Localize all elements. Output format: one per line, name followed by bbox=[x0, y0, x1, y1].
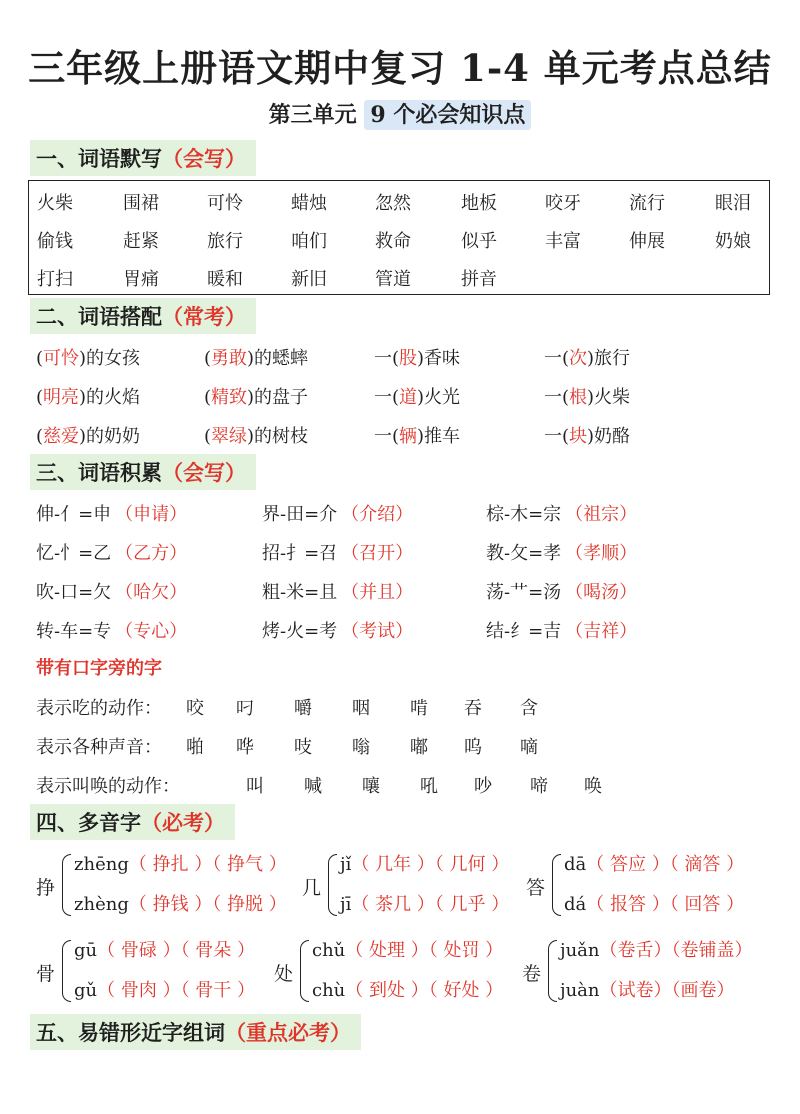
accumulation-formula: 吹-口=欠 bbox=[36, 582, 112, 603]
polyphone-words: （ 处理 ）（ 处罚 ） bbox=[345, 940, 504, 961]
section-heading-accumulation: 三、词语积累（会写） bbox=[30, 454, 256, 490]
pairing-prefix: 一( bbox=[374, 426, 400, 447]
pairing-prefix: 一( bbox=[544, 426, 570, 447]
dictation-word: 咬牙 bbox=[545, 193, 581, 214]
polyphone-block bbox=[274, 934, 534, 1010]
polyphone-pinyin: juǎn bbox=[560, 940, 600, 961]
pairing-prefix: 一( bbox=[544, 387, 570, 408]
polyphone-brace bbox=[62, 854, 71, 916]
section-heading-lookalike: 五、易错形近字组词（重点必考） bbox=[30, 1014, 361, 1050]
polyphone-words: （ 挣钱 ）（ 挣脱 ） bbox=[128, 894, 287, 915]
mouth-radical-char: 嘀 bbox=[520, 737, 538, 758]
polyphone-words: （试卷）（画卷） bbox=[599, 980, 735, 1001]
accumulation-word: （吉祥） bbox=[565, 621, 638, 642]
mouth-radical-char: 吞 bbox=[464, 698, 482, 719]
polyphone-line bbox=[340, 890, 509, 916]
pairing-prefix: ( bbox=[204, 387, 212, 408]
accumulation-word: （祖宗） bbox=[565, 504, 638, 525]
polyphone-words: （卷舌）（卷铺盖） bbox=[599, 940, 753, 961]
pairing-answer: 股 bbox=[399, 348, 418, 369]
mouth-radical-char: 咽 bbox=[352, 698, 370, 719]
mouth-radical-char: 嚼 bbox=[294, 698, 312, 719]
polyphone-words: （ 骨肉 ）（ 骨干 ） bbox=[97, 980, 256, 1001]
pairing-suffix: )的女孩 bbox=[79, 348, 141, 369]
pairing-suffix: )的树枝 bbox=[247, 426, 309, 447]
mouth-radical-char: 啃 bbox=[410, 698, 428, 719]
accumulation-item bbox=[486, 617, 637, 643]
polyphone-block bbox=[302, 848, 562, 924]
dictation-word: 眼泪 bbox=[715, 193, 751, 214]
polyphone-block bbox=[36, 934, 296, 1010]
accumulation-item bbox=[486, 578, 637, 604]
pairing-suffix: )香味 bbox=[417, 348, 461, 369]
accumulation-item bbox=[262, 578, 413, 604]
mouth-radical-char: 吱 bbox=[294, 737, 312, 758]
pairing-item bbox=[204, 422, 308, 448]
polyphone-brace bbox=[62, 940, 71, 1002]
dictation-word: 救命 bbox=[375, 231, 411, 252]
polyphone-line bbox=[560, 976, 735, 1002]
polyphone-line bbox=[312, 936, 503, 962]
pairing-answer: 根 bbox=[569, 387, 588, 408]
dictation-word: 拼音 bbox=[461, 269, 497, 290]
mouth-radical-label: 表示叫唤的动作： bbox=[36, 776, 180, 797]
polyphone-brace bbox=[328, 854, 337, 916]
polyphone-brace bbox=[552, 854, 561, 916]
pairing-suffix: )旅行 bbox=[587, 348, 631, 369]
section-heading-dictation: 一、词语默写（会写） bbox=[30, 140, 256, 176]
polyphone-block bbox=[526, 848, 786, 924]
pairing-suffix: )的火焰 bbox=[79, 387, 141, 408]
pairing-item bbox=[204, 383, 308, 409]
dictation-word: 可怜 bbox=[207, 193, 243, 214]
mouth-radical-label: 表示吃的动作： bbox=[36, 698, 162, 719]
pairing-answer: 可怜 bbox=[43, 348, 80, 369]
pairing-answer: 块 bbox=[569, 426, 588, 447]
pairing-item bbox=[36, 422, 140, 448]
polyphone-words: （ 骨碌 ）（ 骨朵 ） bbox=[97, 940, 256, 961]
accumulation-formula: 界-田=介 bbox=[262, 504, 338, 525]
accumulation-formula: 烤-火=考 bbox=[262, 621, 338, 642]
polyphone-block bbox=[36, 848, 296, 924]
pairing-prefix: 一( bbox=[374, 387, 400, 408]
dictation-word: 咱们 bbox=[291, 231, 327, 252]
dictation-word: 偷钱 bbox=[37, 231, 73, 252]
polyphone-words: （ 答应 ）（ 滴答 ） bbox=[586, 854, 745, 875]
pairing-suffix: )火柴 bbox=[587, 387, 631, 408]
dictation-word: 赶紧 bbox=[123, 231, 159, 252]
mouth-radical-char: 啪 bbox=[186, 737, 204, 758]
accumulation-formula: 粗-米=且 bbox=[262, 582, 338, 603]
mouth-radical-char: 嘟 bbox=[410, 737, 428, 758]
pairing-item bbox=[36, 344, 140, 370]
dictation-word: 围裙 bbox=[123, 193, 159, 214]
polyphone-pinyin: gǔ bbox=[74, 980, 98, 1001]
polyphone-words: （ 挣扎 ）（ 挣气 ） bbox=[128, 854, 287, 875]
pairing-prefix: 一( bbox=[544, 348, 570, 369]
accumulation-word: （乙方） bbox=[115, 543, 188, 564]
polyphone-pinyin: chǔ bbox=[312, 940, 346, 961]
accumulation-word: （考试） bbox=[341, 621, 414, 642]
polyphone-pinyin: dā bbox=[564, 854, 587, 875]
subtitle bbox=[0, 98, 800, 129]
mouth-radical-char: 嗡 bbox=[352, 737, 370, 758]
polyphone-line bbox=[74, 976, 255, 1002]
polyphone-pinyin: zhēng bbox=[74, 854, 129, 875]
dictation-word: 新旧 bbox=[291, 269, 327, 290]
pairing-answer: 道 bbox=[399, 387, 418, 408]
pairing-prefix: ( bbox=[36, 348, 44, 369]
polyphone-char: 几 bbox=[302, 877, 322, 899]
accumulation-item bbox=[36, 578, 187, 604]
accumulation-word: （专心） bbox=[115, 621, 188, 642]
accumulation-word: （申请） bbox=[115, 504, 188, 525]
subtitle-prefix: 第三单元 bbox=[268, 102, 357, 128]
polyphone-line bbox=[74, 936, 255, 962]
accumulation-formula: 招-扌=召 bbox=[262, 543, 338, 564]
polyphone-words: （ 到处 ）（ 好处 ） bbox=[345, 980, 504, 1001]
polyphone-pinyin: juàn bbox=[560, 980, 600, 1001]
mouth-radical-char: 吵 bbox=[474, 776, 492, 797]
pairing-answer: 明亮 bbox=[43, 387, 80, 408]
accumulation-formula: 转-车=专 bbox=[36, 621, 112, 642]
mouth-radical-label: 表示各种声音： bbox=[36, 737, 162, 758]
polyphone-char: 卷 bbox=[522, 963, 542, 985]
section-heading-polyphones: 四、多音字（必考） bbox=[30, 804, 235, 840]
accumulation-word: （召开） bbox=[341, 543, 414, 564]
dictation-word: 蜡烛 bbox=[291, 193, 327, 214]
polyphone-pinyin: dá bbox=[564, 894, 587, 915]
accumulation-item bbox=[486, 539, 637, 565]
pairing-item bbox=[36, 383, 140, 409]
pairing-prefix: ( bbox=[204, 426, 212, 447]
polyphone-words: （ 报答 ）（ 回答 ） bbox=[586, 894, 745, 915]
mouth-radical-char: 咬 bbox=[186, 698, 204, 719]
accumulation-item bbox=[262, 539, 413, 565]
mouth-radical-char: 哗 bbox=[236, 737, 254, 758]
dictation-word: 丰富 bbox=[545, 231, 581, 252]
mouth-radical-char: 吼 bbox=[420, 776, 438, 797]
dictation-word: 忽然 bbox=[375, 193, 411, 214]
polyphone-char: 答 bbox=[526, 877, 546, 899]
mouth-radical-char: 喊 bbox=[304, 776, 322, 797]
accumulation-item bbox=[36, 617, 187, 643]
accumulation-formula: 荡-艹=汤 bbox=[486, 582, 562, 603]
accumulation-item bbox=[262, 617, 413, 643]
dictation-word: 管道 bbox=[375, 269, 411, 290]
pairing-prefix: 一( bbox=[374, 348, 400, 369]
pairing-item bbox=[374, 383, 460, 409]
polyphone-brace bbox=[548, 940, 557, 1002]
polyphone-line bbox=[560, 936, 753, 962]
dictation-word: 似乎 bbox=[461, 231, 497, 252]
accumulation-word: （并且） bbox=[341, 582, 414, 603]
pairing-suffix: )火光 bbox=[417, 387, 461, 408]
polyphone-char: 骨 bbox=[36, 963, 56, 985]
polyphone-words: （ 茶几 ）（ 几乎 ） bbox=[351, 894, 510, 915]
polyphone-pinyin: gū bbox=[74, 940, 98, 961]
polyphone-brace bbox=[300, 940, 309, 1002]
polyphone-line bbox=[74, 850, 287, 876]
mouth-radical-char: 啼 bbox=[530, 776, 548, 797]
pairing-answer: 慈爱 bbox=[43, 426, 80, 447]
polyphone-pinyin: jī bbox=[340, 894, 352, 915]
polyphone-line bbox=[312, 976, 503, 1002]
page-title: 三年级上册语文期中复习 1-4 单元考点总结 bbox=[28, 46, 772, 90]
pairing-prefix: ( bbox=[36, 426, 44, 447]
accumulation-formula: 忆-忄=乙 bbox=[36, 543, 112, 564]
accumulation-word: （喝汤） bbox=[565, 582, 638, 603]
mouth-radical-char: 唤 bbox=[584, 776, 602, 797]
mouth-radical-title: 带有口字旁的字 bbox=[36, 658, 162, 679]
pairing-item bbox=[374, 344, 460, 370]
dictation-box bbox=[28, 180, 770, 295]
polyphone-block bbox=[522, 934, 782, 1010]
polyphone-words: （ 几年 ）（ 几何 ） bbox=[351, 854, 510, 875]
accumulation-formula: 棕-木=宗 bbox=[486, 504, 562, 525]
pairing-suffix: )的蟋蟀 bbox=[247, 348, 309, 369]
accumulation-word: （孝顺） bbox=[565, 543, 638, 564]
accumulation-formula: 伸-亻=申 bbox=[36, 504, 112, 525]
pairing-prefix: ( bbox=[36, 387, 44, 408]
dictation-word: 伸展 bbox=[629, 231, 665, 252]
dictation-word: 打扫 bbox=[37, 269, 73, 290]
mouth-radical-char: 含 bbox=[520, 698, 538, 719]
pairing-suffix: )的盘子 bbox=[247, 387, 309, 408]
section-heading-pairing: 二、词语搭配（常考） bbox=[30, 298, 256, 334]
pairing-suffix: )的奶奶 bbox=[79, 426, 141, 447]
subtitle-highlight: 9 个必会知识点 bbox=[364, 100, 531, 130]
mouth-radical-char: 嚷 bbox=[362, 776, 380, 797]
pairing-item bbox=[374, 422, 460, 448]
polyphone-char: 处 bbox=[274, 963, 294, 985]
polyphone-line bbox=[74, 890, 287, 916]
dictation-word: 旅行 bbox=[207, 231, 243, 252]
pairing-answer: 翠绿 bbox=[211, 426, 248, 447]
dictation-word: 胃痛 bbox=[123, 269, 159, 290]
pairing-item bbox=[544, 344, 630, 370]
accumulation-item bbox=[486, 500, 637, 526]
mouth-radical-char: 叫 bbox=[246, 776, 264, 797]
pairing-item bbox=[544, 422, 630, 448]
mouth-radical-char: 呜 bbox=[464, 737, 482, 758]
dictation-word: 流行 bbox=[629, 193, 665, 214]
pairing-answer: 次 bbox=[569, 348, 588, 369]
pairing-answer: 精致 bbox=[211, 387, 248, 408]
accumulation-item bbox=[262, 500, 413, 526]
dictation-word: 暖和 bbox=[207, 269, 243, 290]
pairing-answer: 勇敢 bbox=[211, 348, 248, 369]
polyphone-line bbox=[340, 850, 509, 876]
dictation-word: 火柴 bbox=[37, 193, 73, 214]
accumulation-item bbox=[36, 539, 187, 565]
accumulation-formula: 教-攵=孝 bbox=[486, 543, 562, 564]
accumulation-formula: 结-纟=吉 bbox=[486, 621, 562, 642]
dictation-word: 奶娘 bbox=[715, 231, 751, 252]
dictation-word: 地板 bbox=[461, 193, 497, 214]
pairing-answer: 辆 bbox=[399, 426, 418, 447]
pairing-item bbox=[544, 383, 630, 409]
polyphone-pinyin: zhèng bbox=[74, 894, 129, 915]
polyphone-char: 挣 bbox=[36, 877, 56, 899]
mouth-radical-char: 叼 bbox=[236, 698, 254, 719]
pairing-suffix: )推车 bbox=[417, 426, 461, 447]
pairing-suffix: )奶酪 bbox=[587, 426, 631, 447]
pairing-prefix: ( bbox=[204, 348, 212, 369]
accumulation-word: （介绍） bbox=[341, 504, 414, 525]
accumulation-word: （哈欠） bbox=[115, 582, 188, 603]
accumulation-item bbox=[36, 500, 187, 526]
polyphone-line bbox=[564, 850, 744, 876]
pairing-item bbox=[204, 344, 308, 370]
polyphone-pinyin: chù bbox=[312, 980, 346, 1001]
polyphone-pinyin: jǐ bbox=[340, 854, 352, 875]
polyphone-line bbox=[564, 890, 744, 916]
